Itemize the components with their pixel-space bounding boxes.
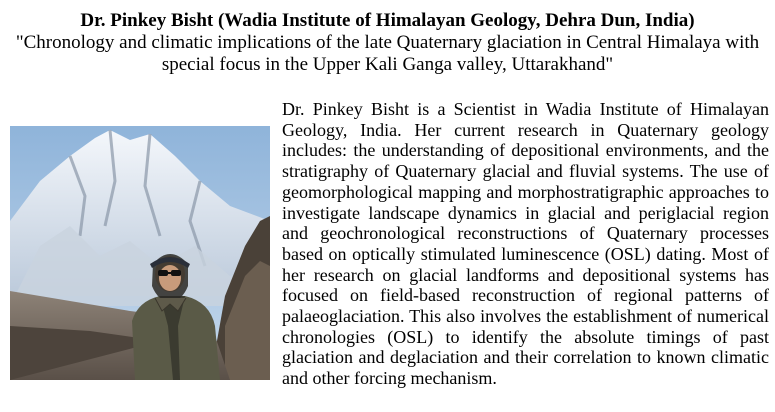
speaker-bio: Dr. Pinkey Bisht is a Scientist in Wadia Institute of Himalayan Geology, India. Her current research in Quaternary geology includes: the understanding of depositional environments, and the stratigraphy of Quaternary glacial and fluvial systems. The use of geomorphological mapping and morphostratigraphic approaches to investigate landscape dynamics in glacial and periglacial region and geochronological reconstructions of Quaternary processes based on optically stimulated luminescence (OSL) dating. Most of her research on glacial landforms and depositional systems has focused on field-based reconstruction of regional patterns of palaeoglaciation. This also involves the establishment of numerical chronologies (OSL) to identify the absolute timings of past glaciation and deglaciation and their correlation to known climatic and other forcing mechanism. (282, 99, 769, 389)
speaker-photo (10, 126, 270, 380)
header (0, 10, 775, 76)
talk-title: "Chronology and climatic implications of the late Quaternary glaciation in Central Himalaya with special focus in the Upper Kali Ganga valley, Uttarakhand" (15, 32, 760, 75)
speaker-name: Dr. Pinkey Bisht (Wadia Institute of Himalayan Geology, Dehra Dun, India) (80, 10, 695, 31)
